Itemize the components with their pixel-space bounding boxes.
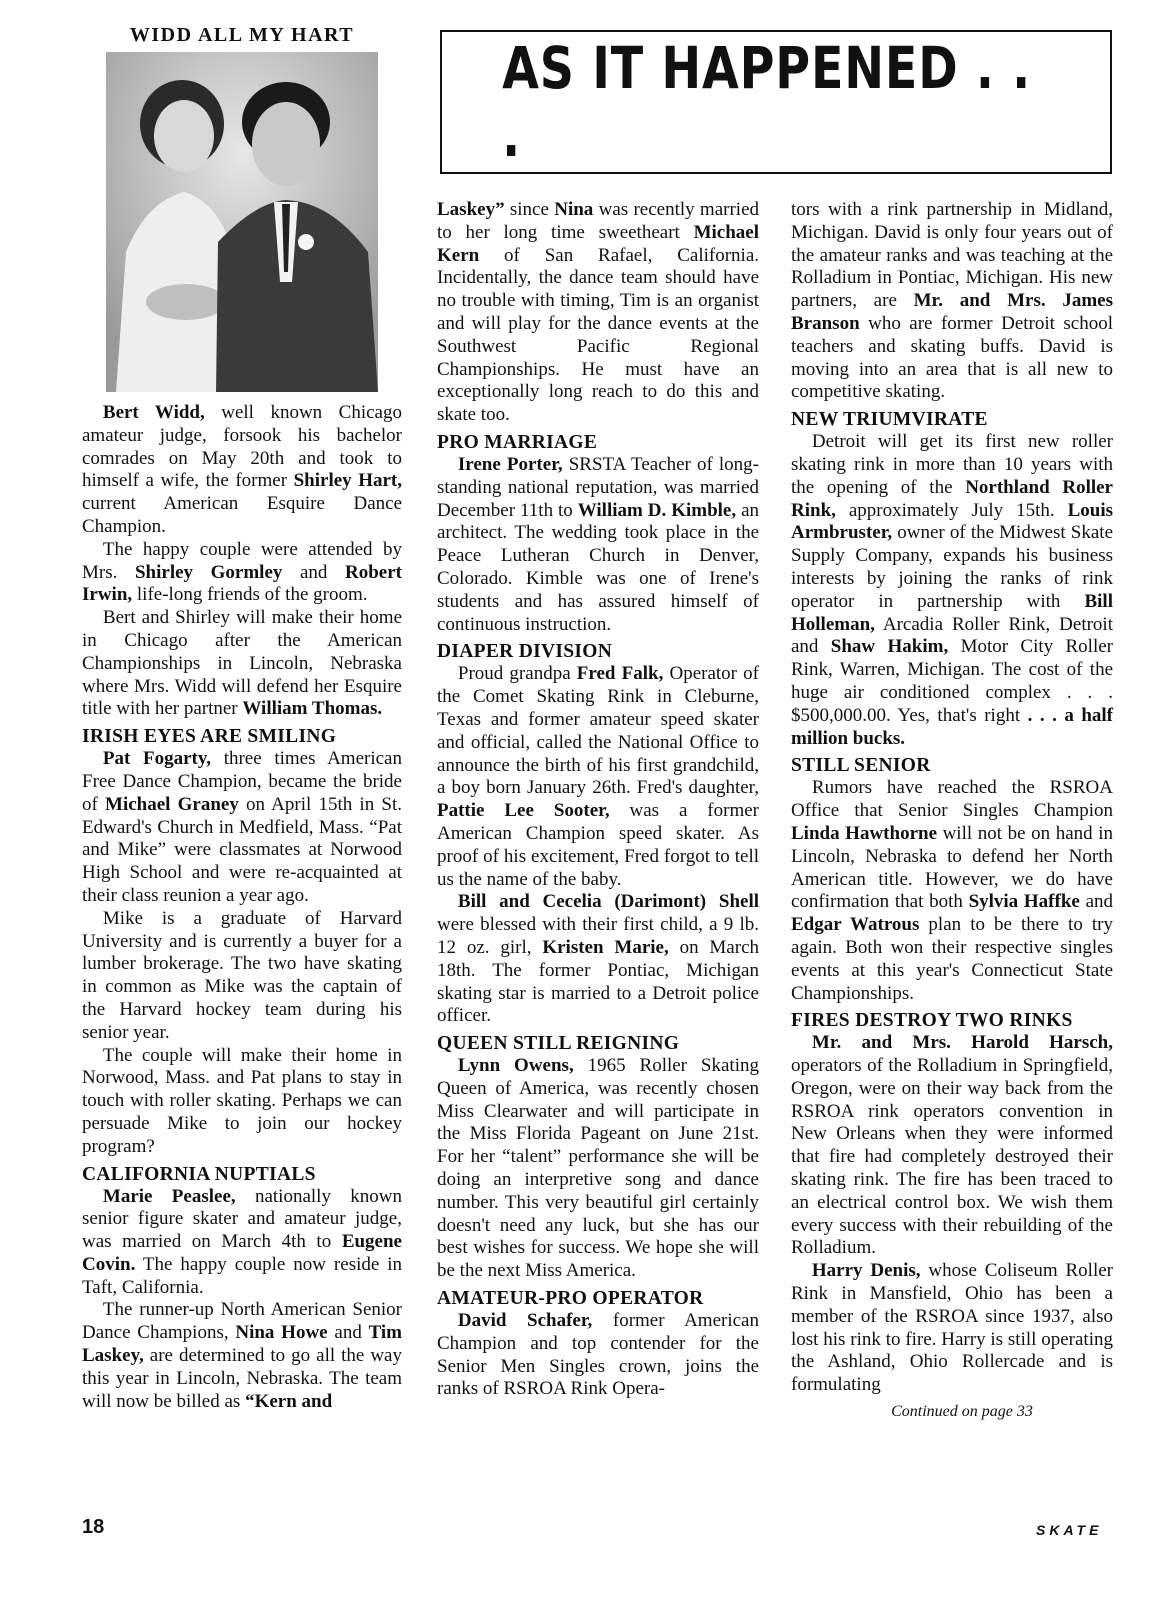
paragraph: Pat Fogarty, three times American Free Dance Champion, became the bride of Michael Graney on April 15th in St. Edward's Church in Medfield, Mass. “Pat and Mike” were classmates at Norwood High School and were re-acquainted at their class reunion a year ago. [82,748,402,906]
paragraph: David Schafer, former American Champion and top contender for the Senior Men Singles crown, joins the ranks of RSROA Rink Opera- [437,1310,759,1400]
section-heading: DIAPER DIVISION [437,641,613,663]
paragraph: Irene Porter, SRSTA Teacher of long-standing national reputation, was married December 11th to William D. Kimble, an architect. The wedding took place in the Peace Lutheran Church in Denver, Colorado. Kimble was one of Irene's students and has assured himself of continuous instruction. [437,453,760,635]
section-heading: AMATEUR-PRO OPERATOR [437,1288,704,1310]
magazine-name: SKATE [1036,1522,1103,1538]
paragraph: Bill and Cecelia (Darimont) Shell were blessed with their first child, a 9 lb. 12 oz. girl, Kristen Marie, on March 18th. The former Pontiac, Michigan skating star is married to a Detroit police officer. [437,891,759,1027]
section-heading: FIRES DESTROY TWO RINKS [791,1010,1073,1032]
column-1 [82,402,402,1413]
paragraph: The runner-up North American Senior Dance Champions, Nina Howe and Tim Laskey, are determined to go all the way this year in Lincoln, Nebraska. The team will now be billed as “Kern and [82,1299,403,1412]
section-heading: STILL SENIOR [791,755,931,777]
wedding-photo-illustration [106,52,378,392]
paragraph: Lynn Owens, 1965 Roller Skating Queen of America, was recently chosen Miss Clearwater and will participate in the Miss Florida Pageant on June 21st. For her “talent” performance she will be doing an interpretive song and dance number. This very beautiful girl certainly doesn't need any luck, but she has our best wishes for success. We hope she will be the next Miss America. [437,1055,759,1282]
section-heading: IRISH EYES ARE SMILING [82,726,337,748]
paragraph: tors with a rink partnership in Midland, Michigan. David is only four years out of the amateur ranks and was teaching at the Rolladium in Pontiac, Michigan. His new partners, are Mr. and Mrs. James Branson who are former Detroit school teachers and skating buffs. David is moving into an area that is all new to competitive skating. [791,199,1114,403]
paragraph: The happy couple were attended by Mrs. Shirley Gormley and Robert Irwin, life-long friends of the groom. [82,538,402,606]
section-heading: PRO MARRIAGE [437,431,598,453]
paragraph: Bert and Shirley will make their home in Chicago after the American Championships in Lincoln, Nebraska where Mrs. Widd will defend her Esquire title with her partner William Thomas. [82,607,402,720]
headline: AS IT HAPPENED . . . [502,34,1032,170]
paragraph: Marie Peaslee, nationally known senior figure skater and amateur judge, was married on March 4th to Eugene Covin. The happy couple now reside in Taft, California. [82,1185,403,1298]
headline-box [440,30,1112,174]
wedding-photo [106,52,378,392]
section-heading: NEW TRIUMVIRATE [791,409,988,431]
paragraph: Proud grandpa Fred Falk, Operator of the Comet Skating Rink in Cleburne, Texas and former amateur speed skater and official, called the National Office to announce the birth of his first grandchild, a boy born January 26th. Fred's daughter, Pattie Lee Sooter, was a former American Champion speed skater. As proof of his excitement, Fred forgot to tell us the name of the baby. [437,663,759,890]
paragraph: Mike is a graduate of Harvard University and is currently a buyer for a lumber brokerage. The two have skating in common as Mike was the captain of the Harvard hockey team during his senior year. [82,907,402,1043]
paragraph: Bert Widd, well known Chicago amateur judge, forsook his bachelor comrades on May 20th and took to himself a wife, the former Shirley Hart, current American Esquire Dance Champion. [82,402,402,537]
paragraph: Mr. and Mrs. Harold Harsch, operators of the Rolladium in Springfield, Oregon, were on their way back from the RSROA rink operators convention in New Orleans when they were informed that fire had completely destroyed their skating rink. The fire has been traced to an electrical control box. We wish them every success with their rebuilding of the Rolladium. [791,1032,1113,1259]
photo-caption-title: WIDD ALL MY HART [129,24,355,46]
paragraph: Detroit will get its first new roller skating rink in more than 10 years with the opening of the Northland Roller Rink, approximately July 15th. Louis Armbruster, owner of the Midwest Skate Supply Company, expands his business interests by joining the ranks of rink operator in partnership with Bill Holleman, Arcadia Roller Rink, Detroit and Shaw Hakim, Motor City Roller Rink, Warren, Michigan. The cost of the huge air conditioned complex . . . $500,000.00. Yes, that's right . . . a half million bucks. [791,431,1113,749]
section-heading: QUEEN STILL REIGNING [437,1033,680,1055]
column-2 [437,199,759,1401]
paragraph: Harry Denis, whose Coliseum Roller Rink in Mansfield, Ohio has been a member of the RSROA since 1937, also lost his rink to fire. Harry is still operating the Ashland, Ohio Rollercade and is formulating [791,1260,1113,1396]
continued-note: Continued on page 33 [891,1403,1033,1421]
paragraph: Laskey” since Nina was recently married to her long time sweetheart Michael Kern of San Rafael, California. Incidentally, the dance team should have no trouble with timing, Tim is an organist and will play for the dance events at the Southwest Pacific Regional Championships. He must have an exceptionally long reach to do this and skate too. [437,199,759,426]
page-number: 18 [82,1516,105,1538]
paragraph: The couple will make their home in Norwood, Mass. and Pat plans to stay in touch with roller skating. Perhaps we can persuade Mike to join our hockey program? [82,1044,402,1157]
column-3 [791,199,1113,1424]
paragraph: Rumors have reached the RSROA Office that Senior Singles Champion Linda Hawthorne will not be on hand in Lincoln, Nebraska to defend her North American title. However, we do have confirmation that both Sylvia Haffke and Edgar Watrous plan to be there to try again. Both won their respective singles events at this year's Connecticut State Championships. [791,777,1113,1004]
section-heading: CALIFORNIA NUPTIALS [82,1163,316,1185]
